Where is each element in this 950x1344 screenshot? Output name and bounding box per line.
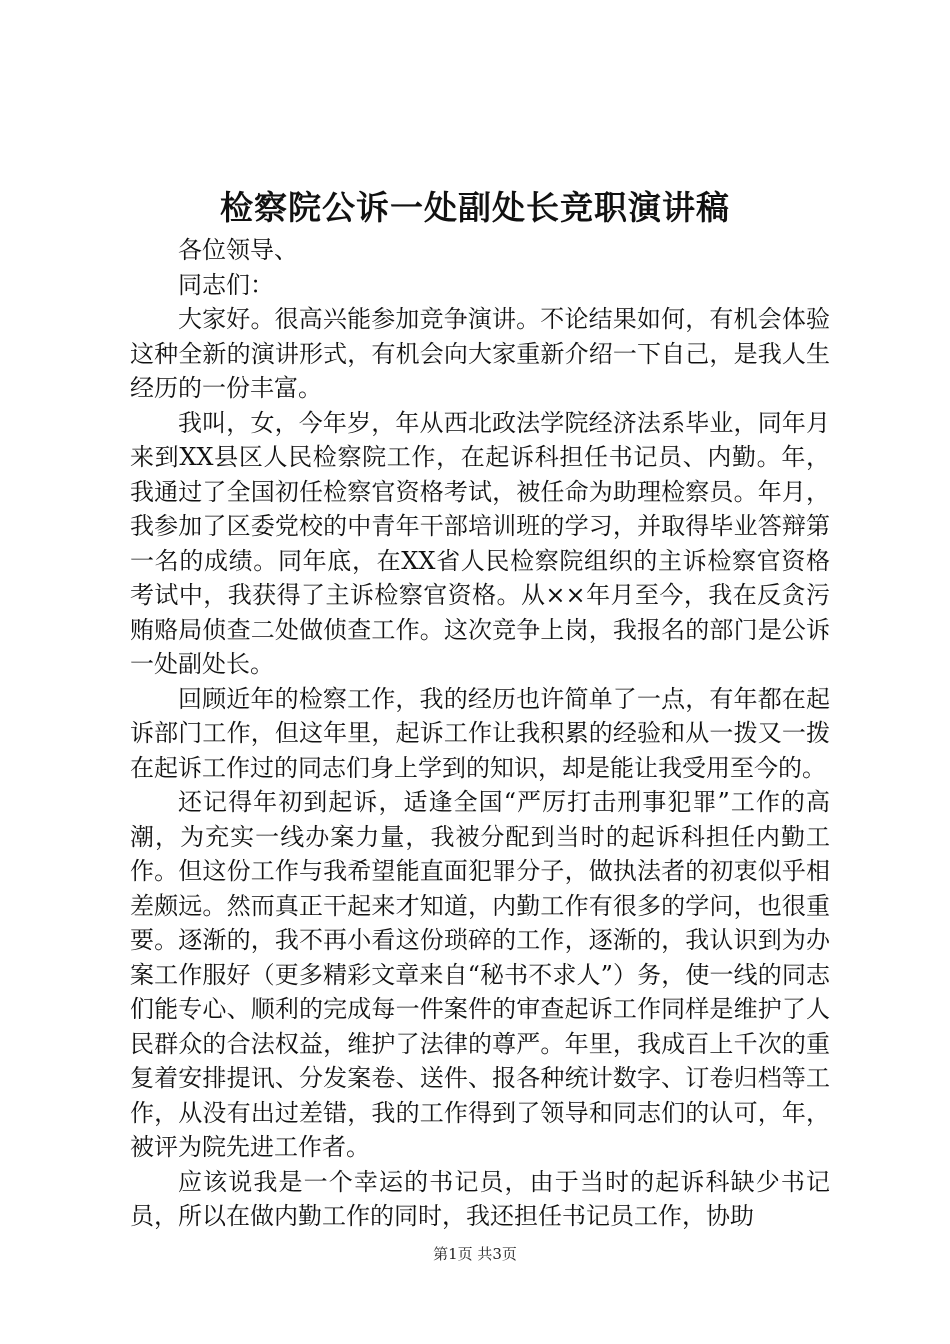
salutation-line: 同志们： — [178, 270, 274, 299]
document-title: 检察院公诉一处副处长竞职演讲稿 — [220, 188, 730, 227]
body-paragraph: 我叫，女，今年岁，年从西北政法学院经济法系毕业，同年月来到XX县区人民检察院工作，在起诉科担任书记员、内勤。年，我通过了全国初任检察官资格考试，被任命为助理检察员。年月，我参加了区委党校的中青年干部培训班的学习，并取得毕业答辩第一名的成绩。同年底，在XX省人民检察院组织的主诉检察官资格考试中，我获得了主诉检察官资格。从××年月至今，我在反贪污贿赂局侦查二处做侦查工作。这次竞争上岗，我报名的部门是公诉一处副处长。 — [130, 408, 830, 678]
document-body — [130, 233, 830, 1234]
salutation-line: 各位领导、 — [178, 236, 298, 264]
page-footer: 第1页 共3页 — [433, 1245, 517, 1263]
body-paragraph: 应该说我是一个幸运的书记员，由于当时的起诉科缺少书记员，所以在做内勤工作的同时，我还担任书记员工作，协助 — [130, 1167, 830, 1230]
body-paragraph: 还记得年初到起诉，适逢全国“严厉打击刑事犯罪”工作的高潮，为充实一线办案力量，我被分配到当时的起诉科担任内勤工作。但这份工作与我希望能直面犯罪分子，做执法者的初衷似乎相差颇远。然而真正干起来才知道，内勤工作有很多的学问，也很重要。逐渐的，我不再小看这份琐碎的工作，逐渐的，我认识到为办案工作服好（更多精彩文章来自“秘书不求人”）务，使一线的同志们能专心、顺利的完成每一件案件的审查起诉工作同样是维护了人民群众的合法权益，维护了法律的尊严。年里，我成百上千次的重复着安排提讯、分发案卷、送件、报各种统计数字、订卷归档等工作，从没有出过差错，我的工作得到了领导和同志们的认可，年，被评为院先进工作者。 — [130, 788, 830, 1161]
body-paragraph: 回顾近年的检察工作，我的经历也许简单了一点，有年都在起诉部门工作，但这年里，起诉工作让我积累的经验和从一拨又一拨在起诉工作过的同志们身上学到的知识，却是能让我受用至今的。 — [130, 684, 830, 782]
body-paragraph: 大家好。很高兴能参加竞争演讲。不论结果如何，有机会体验这种全新的演讲形式，有机会向大家重新介绍一下自己，是我人生经历的一份丰富。 — [130, 305, 830, 402]
